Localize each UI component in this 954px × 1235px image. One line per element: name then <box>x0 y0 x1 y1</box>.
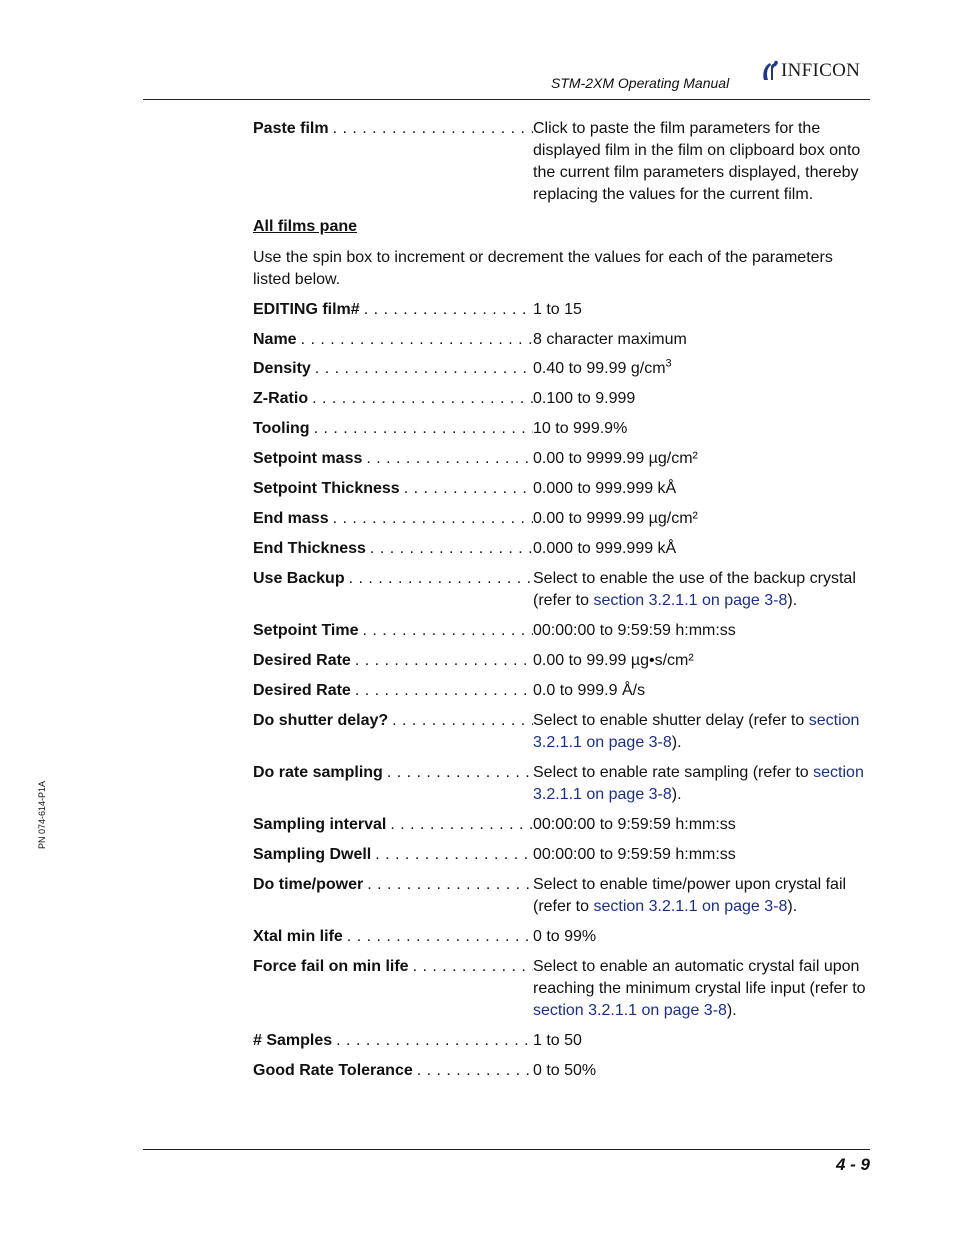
leader-dots <box>392 710 533 754</box>
parameter-entry <box>253 956 870 1022</box>
description-text: Select to enable time/power upon crystal fail (refer to <box>533 876 847 915</box>
leader-dots <box>314 418 533 440</box>
manual-title: STM-2XM Operating Manual <box>551 75 730 91</box>
leader-dots <box>366 448 533 470</box>
description-suffix: ). <box>671 786 682 803</box>
section-link[interactable]: section 3.2.1.1 on page 3-8 <box>533 1002 727 1019</box>
entry-description <box>533 874 870 918</box>
parameter-entry <box>253 538 870 560</box>
entry-term: Density <box>253 360 311 377</box>
description-suffix: ). <box>787 898 798 915</box>
parameter-entry <box>253 844 870 866</box>
parameter-entry <box>253 329 870 351</box>
entry-term: EDITING film# <box>253 301 360 318</box>
entry-description <box>533 814 870 836</box>
entry-description <box>533 568 870 612</box>
entry-term: Do rate sampling <box>253 764 383 781</box>
entry-description <box>533 762 870 806</box>
parameter-entry <box>253 680 870 702</box>
leader-dots <box>375 844 533 866</box>
leader-dots <box>336 1030 533 1052</box>
entry-description <box>533 620 870 642</box>
parameter-entry <box>253 762 870 806</box>
parameter-list <box>253 299 870 1082</box>
description-text: 0 to 99% <box>533 928 597 945</box>
parameter-entry <box>253 814 870 836</box>
entry-description <box>533 478 870 500</box>
leader-dots <box>301 329 533 351</box>
inficon-logo <box>761 59 860 83</box>
entry-description <box>533 388 870 410</box>
entry-term: Do time/power <box>253 876 364 893</box>
section-heading: All films pane <box>253 218 358 235</box>
entry-term: Sampling Dwell <box>253 846 372 863</box>
entry-term: End mass <box>253 510 329 527</box>
parameter-entry <box>253 508 870 530</box>
entry-description <box>533 358 870 380</box>
entry-description <box>533 680 870 702</box>
entry-description <box>533 418 870 440</box>
entry-term: Desired Rate <box>253 652 351 669</box>
entry-term: Use Backup <box>253 570 345 587</box>
entry-term: End Thickness <box>253 540 366 557</box>
entry-description <box>533 329 870 351</box>
header-rule <box>143 99 870 100</box>
entry-term: Z-Ratio <box>253 390 309 407</box>
entry-description <box>533 299 870 321</box>
section-link[interactable]: section 3.2.1.1 on page 3-8 <box>593 898 788 915</box>
leader-dots <box>355 650 533 672</box>
leader-dots <box>315 358 533 380</box>
section-link[interactable]: section 3.2.1.1 on page 3-8 <box>533 764 864 803</box>
leader-dots <box>390 814 533 836</box>
entry-term: Desired Rate <box>253 682 351 699</box>
description-text: 0.00 to 9999.99 µg/cm² <box>533 450 698 467</box>
footer-rule <box>143 1149 870 1150</box>
leader-dots <box>333 508 533 530</box>
entry-term: # Samples <box>253 1032 333 1049</box>
leader-dots <box>363 620 534 642</box>
leader-dots <box>367 874 533 918</box>
description-text: 00:00:00 to 9:59:59 h:mm:ss <box>533 816 736 833</box>
leader-dots <box>417 1060 533 1082</box>
description-text: 1 to 50 <box>533 1032 582 1049</box>
leader-dots <box>312 388 533 410</box>
parameter-entry <box>253 650 870 672</box>
parameter-entry <box>253 710 870 754</box>
parameter-entry <box>253 418 870 440</box>
entry-term: Do shutter delay? <box>253 712 389 729</box>
description-suffix: ). <box>671 734 682 751</box>
leader-dots <box>404 478 533 500</box>
parameter-entry <box>253 1030 870 1052</box>
leader-dots <box>370 538 533 560</box>
leader-dots <box>355 680 533 702</box>
description-text: 0.00 to 9999.99 µg/cm² <box>533 510 698 527</box>
description-text: 1 to 15 <box>533 301 582 318</box>
description-text: 0.100 to 9.999 <box>533 390 636 407</box>
entry-description <box>533 538 870 560</box>
leader-dots <box>387 762 533 806</box>
superscript: 3 <box>665 357 672 370</box>
parameter-entry <box>253 358 870 380</box>
entry-paste-film <box>253 118 870 206</box>
entry-description <box>533 1030 870 1052</box>
parameter-entry <box>253 926 870 948</box>
entry-description <box>533 956 870 1022</box>
parameter-entry <box>253 1060 870 1082</box>
entry-description <box>533 844 870 866</box>
entry-description <box>533 926 870 948</box>
page-number: 4 - 9 <box>835 1155 870 1174</box>
entry-term: Name <box>253 331 297 348</box>
description-text: Select to enable the use of the backup crystal (refer to <box>533 570 856 609</box>
description-text: Select to enable an automatic crystal fail upon reaching the minimum crystal life input (refer to <box>533 958 866 997</box>
entry-description <box>533 1060 870 1082</box>
parameter-entry <box>253 478 870 500</box>
description-text: 0.000 to 999.999 kÅ <box>533 540 677 557</box>
description-text: 0.0 to 999.9 Å/s <box>533 682 646 699</box>
entry-term: Paste film <box>253 120 329 137</box>
parameter-entry <box>253 874 870 918</box>
description-text: 0 to 50% <box>533 1062 597 1079</box>
entry-description <box>533 650 870 672</box>
entry-term: Sampling interval <box>253 816 387 833</box>
inficon-logo-icon <box>761 60 779 82</box>
description-text: 8 character maximum <box>533 331 687 348</box>
entry-description <box>533 710 870 754</box>
description-text: 00:00:00 to 9:59:59 h:mm:ss <box>533 846 736 863</box>
entry-description: Click to paste the film parameters for the displayed film in the film on clipboard box onto the current film parameters displayed, thereby replacing the values for the current film. <box>533 120 861 203</box>
entry-term: Good Rate Tolerance <box>253 1062 413 1079</box>
entry-term: Setpoint mass <box>253 450 363 467</box>
section-link[interactable]: section 3.2.1.1 on page 3-8 <box>533 712 860 751</box>
leader-dots <box>364 299 533 321</box>
entry-term: Setpoint Time <box>253 622 359 639</box>
leader-dots <box>413 956 533 1022</box>
description-text: Select to enable shutter delay (refer to <box>533 712 809 729</box>
description-text: Select to enable rate sampling (refer to <box>533 764 814 781</box>
section-link[interactable]: section 3.2.1.1 on page 3-8 <box>593 592 788 609</box>
leader-dots <box>347 926 533 948</box>
main-content <box>253 118 870 1082</box>
description-text: 0.000 to 999.999 kÅ <box>533 480 677 497</box>
description-text: 0.00 to 99.99 µg•s/cm² <box>533 652 694 669</box>
description-suffix: ). <box>787 592 798 609</box>
description-text: 00:00:00 to 9:59:59 h:mm:ss <box>533 622 736 639</box>
parameter-entry <box>253 620 870 642</box>
entry-description <box>533 508 870 530</box>
description-text: 0.40 to 99.99 g/cm <box>533 360 666 377</box>
part-number: PN 074-614-P1A <box>37 780 47 849</box>
description-text: 10 to 999.9% <box>533 420 628 437</box>
parameter-entry <box>253 448 870 470</box>
intro-paragraph: Use the spin box to increment or decrement the values for each of the parameters listed below. <box>253 249 833 288</box>
parameter-entry <box>253 568 870 612</box>
entry-description <box>533 448 870 470</box>
logo-text: INFICON <box>781 60 861 81</box>
parameter-entry <box>253 388 870 410</box>
entry-term: Xtal min life <box>253 928 343 945</box>
description-suffix: ). <box>726 1002 737 1019</box>
entry-term: Setpoint Thickness <box>253 480 400 497</box>
entry-term: Force fail on min life <box>253 958 409 975</box>
leader-dots <box>333 118 533 206</box>
entry-term: Tooling <box>253 420 310 437</box>
leader-dots <box>349 568 533 612</box>
parameter-entry <box>253 299 870 321</box>
